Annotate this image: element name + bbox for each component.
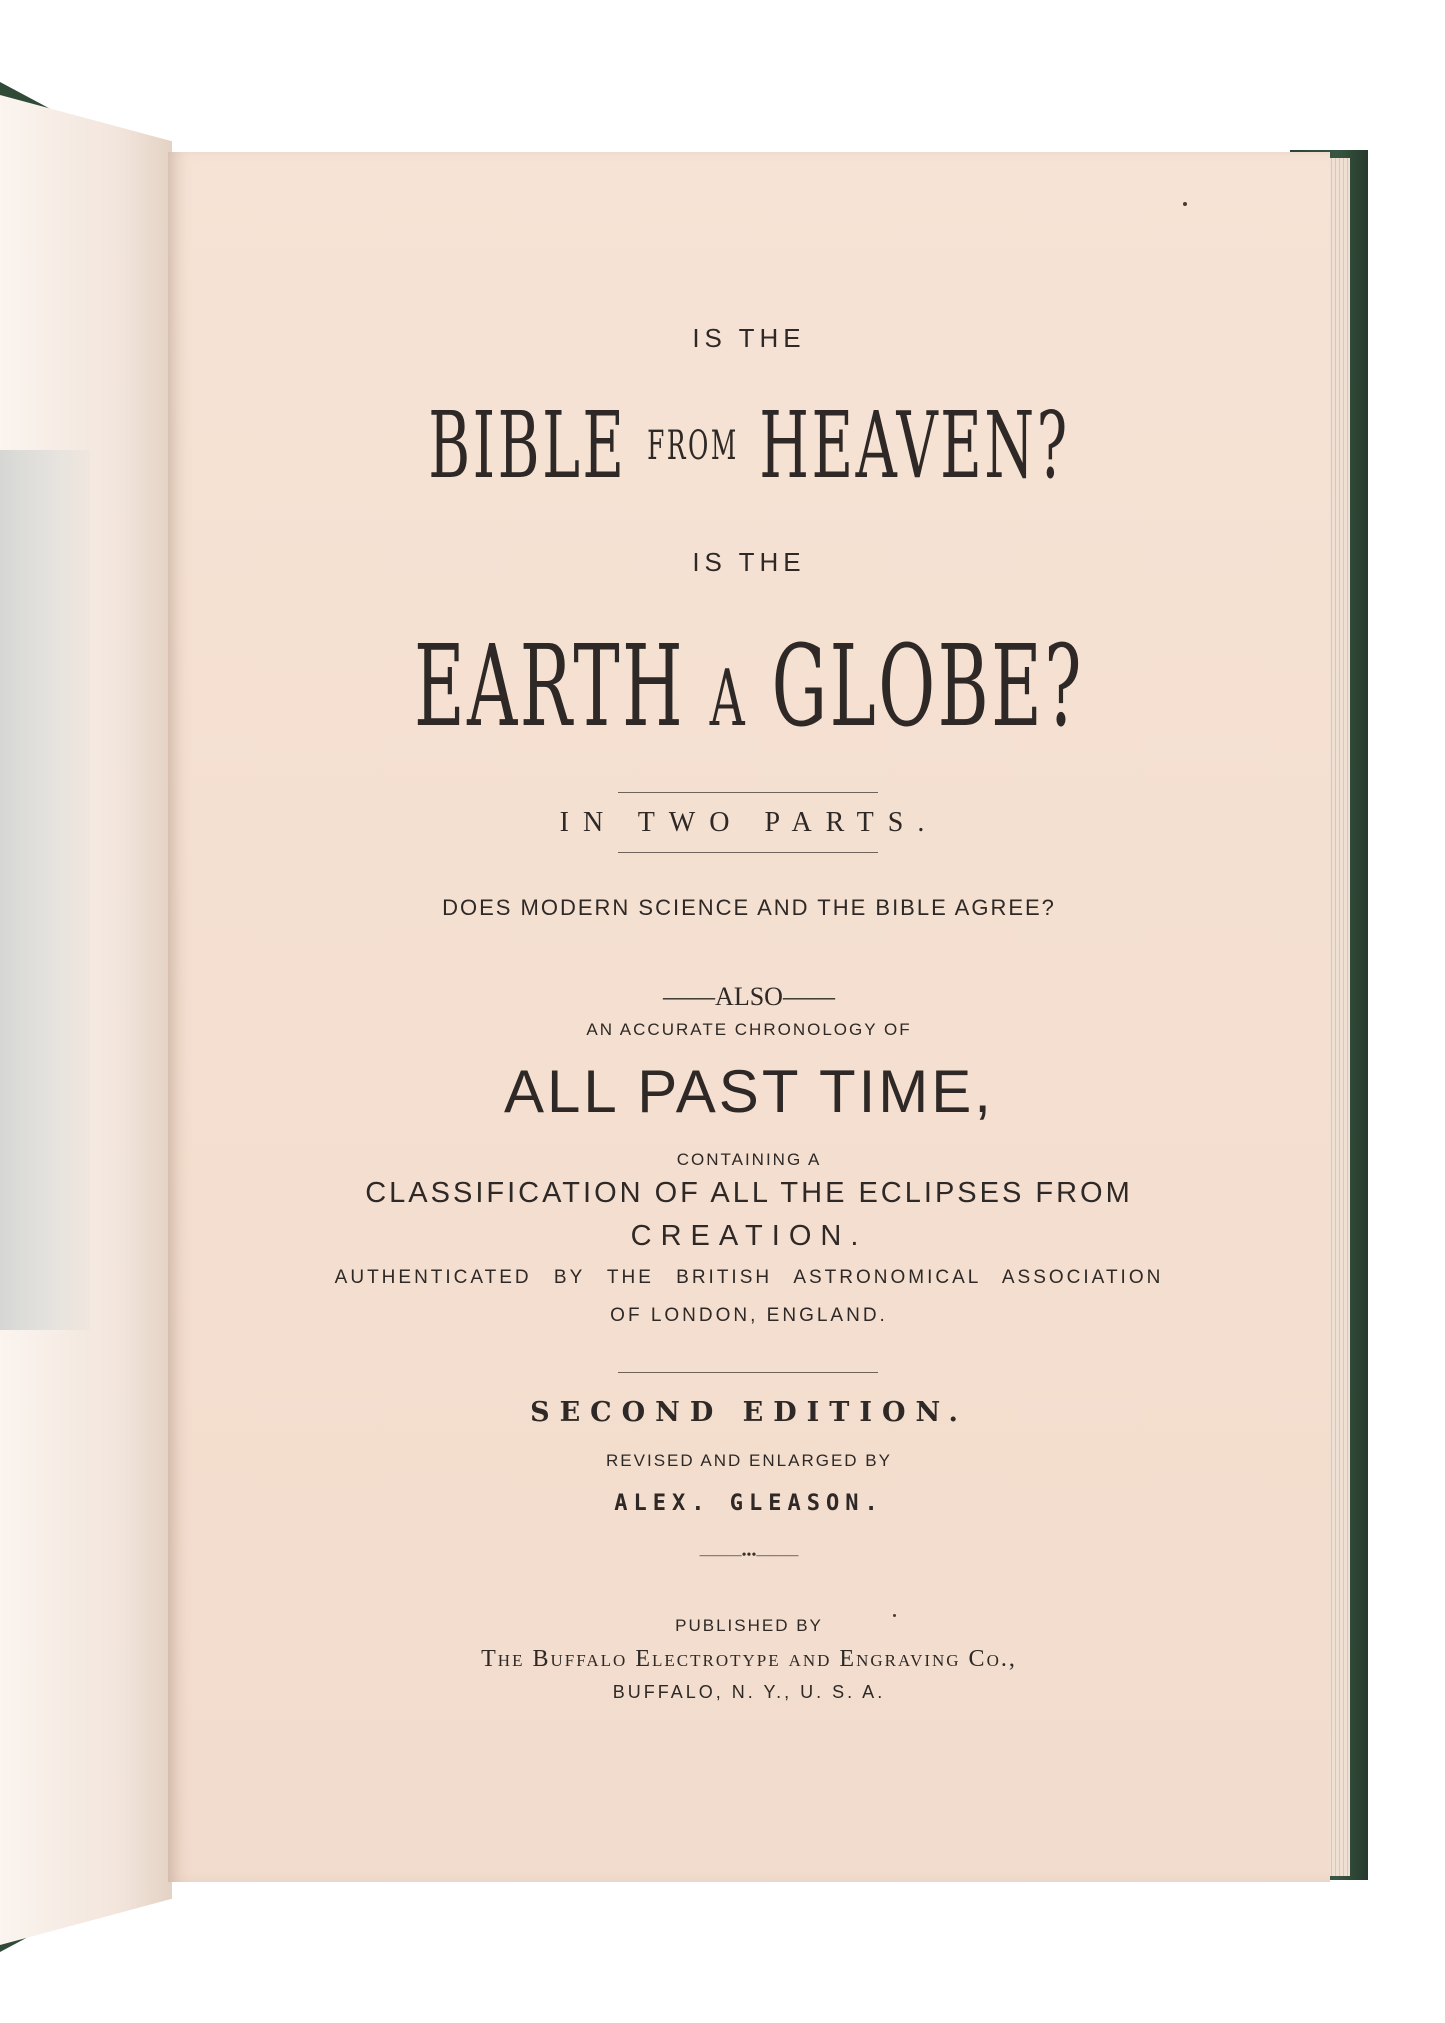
ornament-divider: ———•••——— <box>699 1548 799 1563</box>
title-page <box>168 152 1330 1882</box>
second-edition: SECOND EDITION. <box>530 1397 968 1428</box>
tissue-guard <box>0 450 90 1330</box>
paper-speck <box>893 1614 896 1617</box>
all-past-time: ALL PAST TIME, <box>504 1058 994 1125</box>
classification-line: CLASSIFICATION OF ALL THE ECLIPSES FROM <box>365 1177 1133 1209</box>
containing-line: CONTAINING A <box>676 1150 822 1169</box>
title-earth-a-globe <box>389 622 1109 752</box>
title-word-a: A <box>709 654 748 744</box>
is-the-line-2: IS THE <box>692 547 806 577</box>
revised-line: REVISED AND ENLARGED BY <box>606 1451 892 1470</box>
title-word-bible: BIBLE <box>428 392 627 499</box>
title-bible-from-heaven <box>389 392 1109 499</box>
creation-line: CREATION. <box>630 1220 868 1252</box>
publisher-city: BUFFALO, N. Y., U. S. A. <box>612 1682 886 1702</box>
also-line: ——ALSO—— <box>663 982 835 1011</box>
rule-top-parts <box>618 792 878 793</box>
chronology-line: AN ACCURATE CHRONOLOGY OF <box>586 1020 912 1039</box>
title-word-globe: GLOBE? <box>771 622 1085 752</box>
rule-bottom-parts <box>618 852 878 853</box>
is-the-line-1: IS THE <box>692 323 806 353</box>
title-word-heaven: HEAVEN? <box>759 392 1070 499</box>
in-two-parts: IN TWO PARTS. <box>559 807 939 838</box>
title-word-earth: EARTH <box>413 622 686 752</box>
title-word-from: FROM <box>647 423 739 469</box>
subtitle-question: DOES MODERN SCIENCE AND THE BIBLE AGREE? <box>442 895 1056 920</box>
authenticated-line: AUTHENTICATED BY THE BRITISH ASTRONOMICAL ASSOCIATION <box>334 1267 1164 1288</box>
published-by: PUBLISHED BY <box>675 1616 823 1635</box>
rule-edition <box>618 1372 878 1373</box>
publisher-name: The Buffalo Electrotype and Engraving Co., <box>481 1646 1017 1672</box>
london-line: OF LONDON, ENGLAND. <box>610 1305 888 1326</box>
author-name: ALEX. GLEASON. <box>614 1491 884 1516</box>
paper-speck <box>1183 202 1187 206</box>
